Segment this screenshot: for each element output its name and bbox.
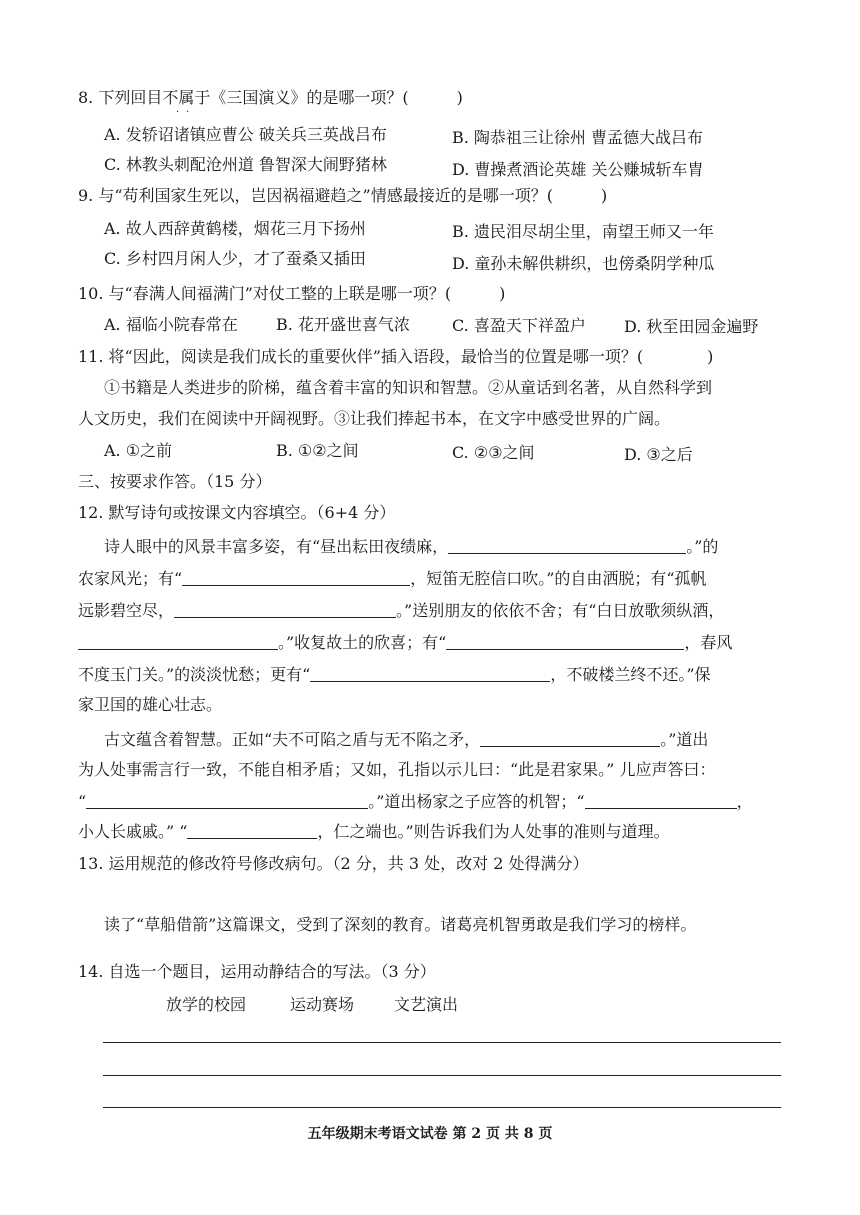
q11-option-a: A. ①之前 <box>104 441 173 460</box>
page-footer: 五年级期末考语文试卷 第 2 页 共 8 页 <box>307 1126 553 1142</box>
q10-option-d: D. 秋至田园金遍野 <box>624 317 759 336</box>
q12-p2-line-1: 古文蕴含着智慧。正如“夫不可陷之盾与无不陷之矛， 。”道出 <box>104 730 709 749</box>
fill-blank[interactable] <box>310 665 550 682</box>
writing-line[interactable] <box>103 1042 781 1043</box>
q12-p2-line-2: 为人处事需言行一致，不能自相矛盾；又如，孔指以示儿曰：“此是君家果。” 儿应声答曰： <box>78 760 716 779</box>
q12-p1-line-6: 家卫国的雄心壮志。 <box>78 695 223 714</box>
writing-line[interactable] <box>103 1075 781 1076</box>
q11-passage-line-2: 人文历史，我们在阅读中开阔视野。③让我们捧起书本，在文字中感受世界的广阔。 <box>78 409 671 428</box>
fill-blank[interactable] <box>174 601 396 618</box>
fill-blank[interactable] <box>446 633 684 650</box>
q10-option-a: A. 福临小院春常在 <box>104 315 238 334</box>
q8-option-c: C. 林教头刺配沧州道 鲁智深大闹野猪林 <box>104 155 387 174</box>
emphasis-dots: ·· <box>176 107 197 118</box>
q11-stem: 11. 将“因此，阅读是我们成长的重要伙伴”插入语段，最恰当的位置是哪一项？( ) <box>78 347 714 366</box>
fill-blank[interactable] <box>480 730 660 747</box>
q9-option-b: B. 遗民泪尽胡尘里，南望王师又一年 <box>452 222 714 241</box>
q10-option-c: C. 喜盈天下祥盈户 <box>452 316 586 335</box>
q8-option-a: A. 发轿诏诸镇应曹公 破关兵三英战吕布 <box>104 125 387 144</box>
q14-topic-3: 文艺演出 <box>394 995 459 1014</box>
q11-passage-line-1: ①书籍是人类进步的阶梯，蕴含着丰富的知识和智慧。②从童话到名著，从自然科学到 <box>104 378 713 397</box>
q14-topic-1: 放学的校园 <box>166 995 247 1014</box>
q12-p1-line-3: 远影碧空尽， 。”送别朋友的依依不舍；有“白日放歌须纵酒， <box>78 601 725 620</box>
q11-option-b: B. ①②之间 <box>276 441 359 460</box>
fill-blank[interactable] <box>78 633 278 650</box>
fill-blank[interactable] <box>585 792 737 809</box>
q12-p1-line-2: 农家风光；有“ ，短笛无腔信口吹。”的自由洒脱；有“孤帆 <box>78 569 707 588</box>
q11-option-d: D. ③之后 <box>624 445 693 464</box>
q9-option-a: A. 故人西辞黄鹤楼，烟花三月下扬州 <box>104 219 366 238</box>
fill-blank[interactable] <box>448 537 686 554</box>
fill-blank[interactable] <box>187 822 317 839</box>
q12-p1-line-1: 诗人眼中的风景丰富多姿，有“昼出耘田夜绩麻， 。”的 <box>104 537 719 556</box>
q8-option-b: B. 陶恭祖三让徐州 曹孟德大战吕布 <box>452 128 704 147</box>
fill-blank[interactable] <box>86 792 368 809</box>
q8-stem: 8. 下列回目不属于《三国演义》的是哪一项？( ) <box>78 88 463 107</box>
q14-topic-2: 运动赛场 <box>290 995 355 1014</box>
fill-blank[interactable] <box>182 569 410 586</box>
q12-p1-line-5: 不度玉门关。”的淡淡忧愁；更有“ ，不破楼兰终不还。”保 <box>78 665 711 684</box>
q10-option-b: B. 花开盛世喜气浓 <box>276 315 410 334</box>
q12-p1-line-4: 。”收复故土的欣喜；有“ ，春风 <box>78 633 732 653</box>
q10-stem: 10. 与“春满人间福满门”对仗工整的上联是哪一项？( ) <box>78 284 506 303</box>
q8-option-d: D. 曹操煮酒论英雄 关公赚城斩车胄 <box>452 160 704 179</box>
writing-line[interactable] <box>103 1107 781 1108</box>
q13-sentence: 读了“草船借箭”这篇课文，受到了深刻的教育。诸葛亮机智勇敢是我们学习的榜样。 <box>104 915 697 934</box>
q9-stem: 9. 与“苟利国家生死以，岂因祸福避趋之”情感最接近的是哪一项？( ) <box>78 186 608 205</box>
q9-option-c: C. 乡村四月闲人少，才了蚕桑又插田 <box>104 249 366 268</box>
q8-emphasis: 不属于 <box>162 88 211 107</box>
q11-option-c: C. ②③之间 <box>452 443 535 462</box>
q12-p2-line-3: “ 。”道出杨家之子应答的机智；“ ， <box>78 792 753 811</box>
q12-stem: 12. 默写诗句或按课文内容填空。（6+4 分） <box>78 503 396 522</box>
q12-p2-line-4: 小人长戚戚。” “ ，仁之端也。”则告诉我们为人处事的准则与道理。 <box>78 822 670 841</box>
section-3-title: 三、按要求作答。（15 分） <box>78 472 272 491</box>
q14-stem: 14. 自选一个题目，运用动静结合的写法。（3 分） <box>78 962 436 981</box>
q9-option-d: D. 童孙未解供耕织，也傍桑阴学种瓜 <box>452 254 715 273</box>
q13-stem: 13. 运用规范的修改符号修改病句。（2 分，共 3 处，改对 2 处得满分） <box>78 854 589 873</box>
